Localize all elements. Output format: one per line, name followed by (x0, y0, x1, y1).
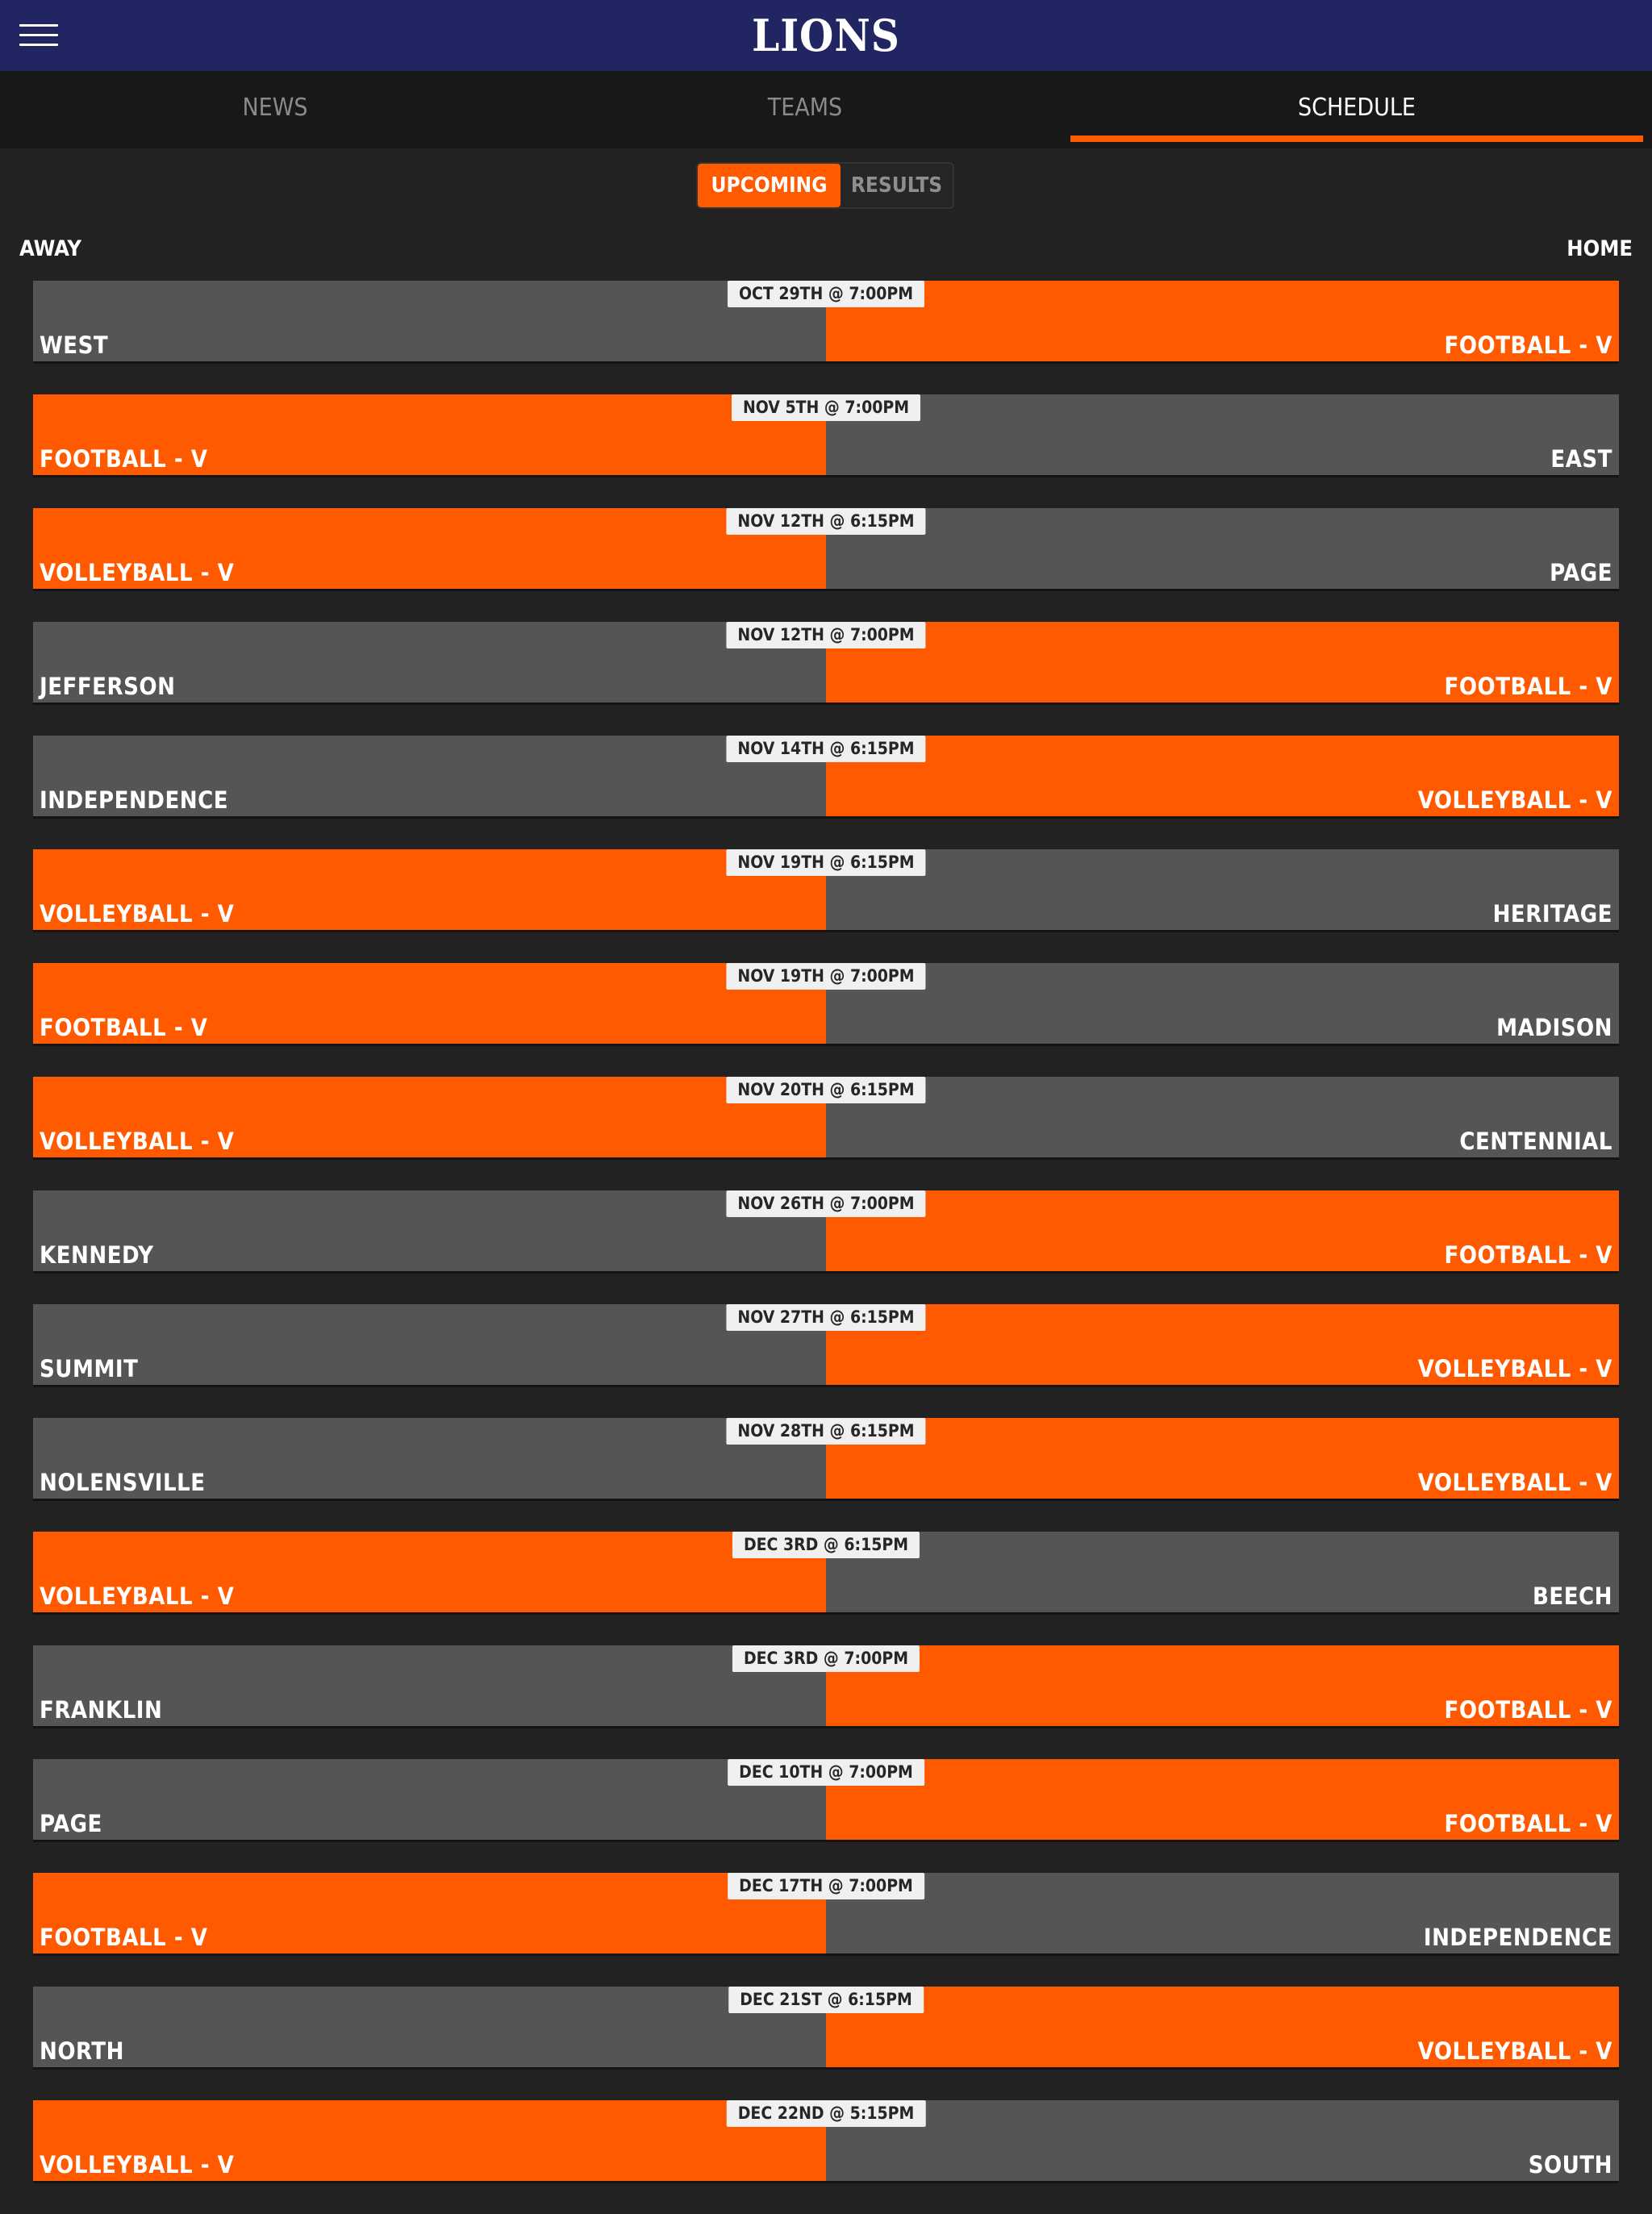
home-team-name: BEECH (1532, 1582, 1612, 1610)
home-team-panel (826, 1190, 1619, 1271)
home-team-panel (826, 281, 1619, 361)
away-team-name: KENNEDY (40, 1241, 154, 1269)
home-team-panel (826, 1873, 1619, 1953)
away-column-label: AWAY (19, 236, 81, 261)
away-team-name: VOLLEYBALL - V (40, 1582, 235, 1610)
game-row[interactable] (33, 394, 1619, 475)
home-team-panel (826, 1418, 1619, 1499)
away-team-panel (33, 2100, 826, 2181)
home-team-panel (826, 963, 1619, 1044)
game-row[interactable] (33, 2100, 1619, 2181)
home-team-panel (826, 849, 1619, 930)
game-row[interactable] (33, 1077, 1619, 1157)
away-team-panel (33, 1077, 826, 1157)
game-date-badge: NOV 12TH @ 6:15PM (726, 508, 925, 535)
game-date-badge: DEC 17TH @ 7:00PM (728, 1873, 924, 1899)
home-team-name: VOLLEYBALL - V (1417, 786, 1612, 814)
home-team-name: VOLLEYBALL - V (1417, 1355, 1612, 1382)
home-team-panel (826, 1645, 1619, 1726)
away-team-name: NORTH (40, 2037, 124, 2065)
away-team-panel (33, 849, 826, 930)
game-date-badge: NOV 27TH @ 6:15PM (726, 1304, 925, 1331)
away-team-panel (33, 281, 826, 361)
game-date-badge: NOV 20TH @ 6:15PM (726, 1077, 925, 1103)
home-team-name: FOOTBALL - V (1444, 331, 1612, 359)
home-team-name: HERITAGE (1492, 900, 1612, 928)
tab-schedule[interactable]: SCHEDULE (1298, 94, 1416, 122)
away-team-name: FOOTBALL - V (40, 1014, 208, 1041)
game-date-badge: NOV 26TH @ 7:00PM (726, 1190, 925, 1217)
game-row[interactable] (33, 1418, 1619, 1499)
tab-teams[interactable]: TEAMS (767, 94, 843, 122)
game-row[interactable] (33, 963, 1619, 1044)
away-team-panel (33, 736, 826, 816)
away-team-name: WEST (40, 331, 109, 359)
home-team-name: VOLLEYBALL - V (1417, 1469, 1612, 1496)
game-date-badge: NOV 5TH @ 7:00PM (732, 394, 920, 421)
away-team-panel (33, 622, 826, 703)
upcoming-results-toggle (696, 162, 954, 209)
game-date-badge: DEC 22ND @ 5:15PM (727, 2100, 926, 2127)
away-team-name: SUMMIT (40, 1355, 139, 1382)
away-team-panel (33, 508, 826, 589)
game-date-badge: DEC 21ST @ 6:15PM (728, 1987, 924, 2013)
away-team-panel (33, 1759, 826, 1840)
section-tab-bar (0, 71, 1652, 148)
home-team-panel (826, 2100, 1619, 2181)
game-row[interactable] (33, 1759, 1619, 1840)
game-date-badge: DEC 3RD @ 6:15PM (732, 1532, 920, 1558)
game-row[interactable] (33, 1532, 1619, 1612)
away-team-name: NOLENSVILLE (40, 1469, 206, 1496)
tab-news[interactable]: NEWS (242, 94, 308, 122)
top-app-bar (0, 0, 1652, 71)
away-team-name: JEFFERSON (40, 673, 176, 700)
home-team-panel (826, 508, 1619, 589)
game-date-badge: NOV 19TH @ 6:15PM (726, 849, 925, 876)
game-row[interactable] (33, 849, 1619, 930)
home-column-label: HOME (1566, 236, 1633, 261)
home-team-panel (826, 622, 1619, 703)
away-team-name: VOLLEYBALL - V (40, 2151, 235, 2179)
game-row[interactable] (33, 1190, 1619, 1271)
game-row[interactable] (33, 1987, 1619, 2067)
home-team-name: SOUTH (1528, 2151, 1612, 2179)
game-date-badge: NOV 28TH @ 6:15PM (726, 1418, 925, 1445)
home-team-name: FOOTBALL - V (1444, 673, 1612, 700)
away-team-name: VOLLEYBALL - V (40, 559, 235, 586)
home-team-panel (826, 394, 1619, 475)
away-team-panel (33, 1987, 826, 2067)
home-team-name: CENTENNIAL (1459, 1128, 1612, 1155)
game-row[interactable] (33, 508, 1619, 589)
home-team-panel (826, 1987, 1619, 2067)
away-team-panel (33, 1645, 826, 1726)
home-team-panel (826, 1077, 1619, 1157)
away-team-name: FOOTBALL - V (40, 1924, 208, 1951)
home-team-name: MADISON (1496, 1014, 1612, 1041)
home-team-name: INDEPENDENCE (1423, 1924, 1612, 1951)
away-team-panel (33, 1418, 826, 1499)
game-date-badge: NOV 19TH @ 7:00PM (726, 963, 925, 990)
upcoming-button[interactable]: UPCOMING (698, 164, 841, 207)
away-team-panel (33, 1304, 826, 1385)
away-team-panel (33, 1190, 826, 1271)
home-team-panel (826, 1532, 1619, 1612)
away-team-panel (33, 1532, 826, 1612)
home-team-name: VOLLEYBALL - V (1417, 2037, 1612, 2065)
away-team-name: FOOTBALL - V (40, 445, 208, 473)
away-team-name: VOLLEYBALL - V (40, 900, 235, 928)
game-row[interactable] (33, 1873, 1619, 1953)
home-team-name: PAGE (1550, 559, 1612, 586)
game-date-badge: OCT 29TH @ 7:00PM (728, 281, 924, 307)
away-team-name: VOLLEYBALL - V (40, 1128, 235, 1155)
active-tab-indicator (1070, 136, 1643, 142)
home-team-name: FOOTBALL - V (1444, 1810, 1612, 1837)
game-row[interactable] (33, 1304, 1619, 1385)
game-row[interactable] (33, 736, 1619, 816)
home-team-name: FOOTBALL - V (1444, 1696, 1612, 1724)
game-date-badge: NOV 14TH @ 6:15PM (726, 736, 925, 762)
games-list (33, 281, 1619, 2214)
game-row[interactable] (33, 1645, 1619, 1726)
away-team-panel (33, 963, 826, 1044)
away-team-name: PAGE (40, 1810, 102, 1837)
game-date-badge: DEC 10TH @ 7:00PM (728, 1759, 924, 1786)
game-date-badge: DEC 3RD @ 7:00PM (732, 1645, 920, 1672)
home-team-panel (826, 736, 1619, 816)
home-team-name: EAST (1550, 445, 1612, 473)
away-team-panel (33, 394, 826, 475)
results-button[interactable]: RESULTS (850, 173, 943, 198)
away-team-name: FRANKLIN (40, 1696, 163, 1724)
game-row[interactable] (33, 622, 1619, 703)
game-date-badge: NOV 12TH @ 7:00PM (726, 622, 925, 648)
away-team-panel (33, 1873, 826, 1953)
home-team-panel (826, 1304, 1619, 1385)
game-row[interactable] (33, 281, 1619, 361)
app-logo: LIONS (752, 10, 900, 61)
away-team-name: INDEPENDENCE (40, 786, 229, 814)
home-team-panel (826, 1759, 1619, 1840)
home-team-name: FOOTBALL - V (1444, 1241, 1612, 1269)
